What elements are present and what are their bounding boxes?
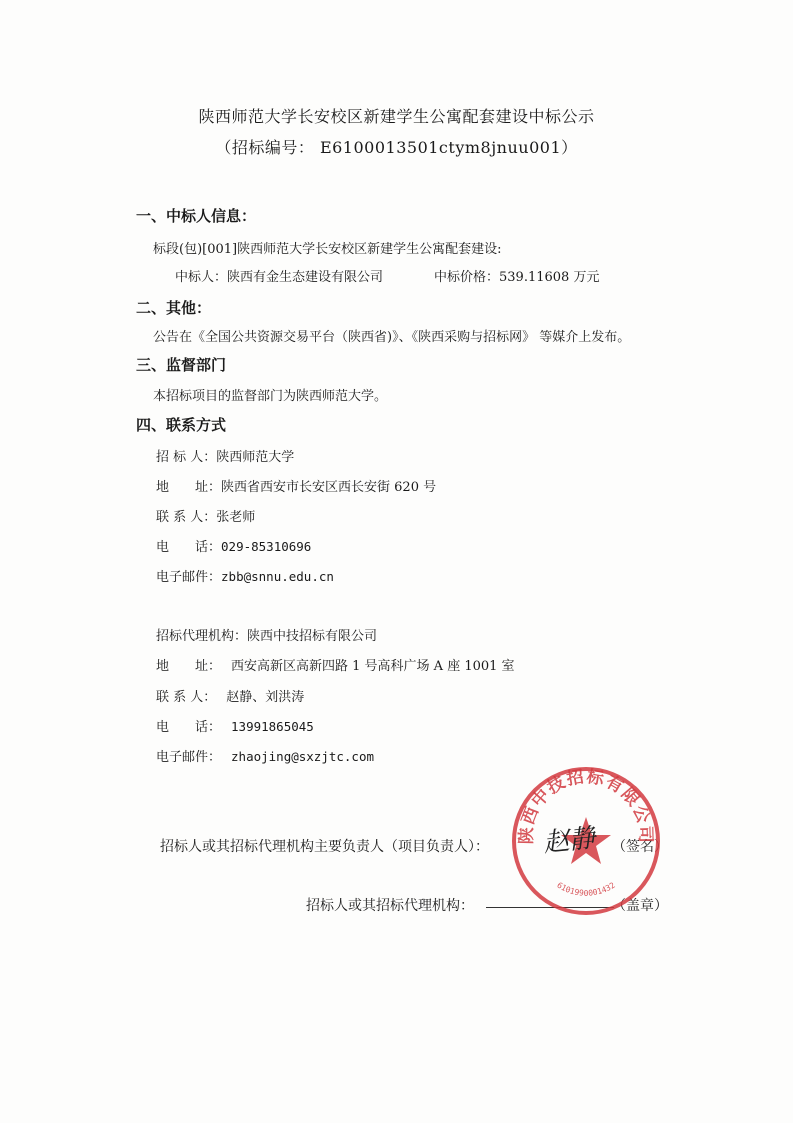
agency-email: zhaojing@sxzjtc.com bbox=[231, 749, 375, 764]
signature-suffix: （签名） bbox=[612, 839, 668, 855]
tenderer-phone-row bbox=[156, 536, 311, 555]
lot-description: 标段(包)[001]陕西师范大学长安校区新建学生公寓配套建设: bbox=[153, 242, 502, 257]
supervision-text: 本招标项目的监督部门为陕西师范大学。 bbox=[153, 389, 388, 404]
svg-text:6101990001432 bbox=[555, 881, 617, 898]
agency-contact-row bbox=[156, 686, 304, 705]
tenderer-name-row bbox=[156, 446, 294, 465]
document-title: 陕西师范大学长安校区新建学生公寓配套建设中标公示 bbox=[198, 107, 595, 126]
agency-phone: 13991865045 bbox=[231, 719, 314, 734]
publication-notice: 公告在《全国公共资源交易平台（陕西省)》、《陕西采购与招标网》 等媒介上发布。 bbox=[153, 330, 631, 345]
section-heading-other: 二、其他： bbox=[136, 299, 212, 317]
winner-row bbox=[175, 266, 383, 285]
price-row bbox=[434, 266, 599, 285]
agency-email-row bbox=[156, 746, 374, 765]
tenderer-contact-row bbox=[156, 506, 255, 525]
agency-address: 西安高新区高新四路 1 号高科广场 A 座 1001 室 bbox=[231, 659, 515, 674]
tenderer-contact: 张老师 bbox=[216, 510, 256, 525]
seal-text: 陕西中技招标有限公司 bbox=[516, 766, 656, 845]
tenderer-address-label: 地 址： bbox=[156, 480, 222, 495]
agency-name-row bbox=[156, 625, 377, 644]
section-heading-supervision: 三、监督部门 bbox=[136, 356, 227, 374]
tenderer-contact-label: 联 系 人： bbox=[156, 510, 217, 525]
tenderer-name: 陕西师范大学 bbox=[216, 450, 295, 465]
agency-phone-row bbox=[156, 716, 314, 735]
tenderer-phone: 029-85310696 bbox=[221, 539, 312, 554]
agency-name-label: 招标代理机构： bbox=[156, 629, 248, 644]
section-heading-winner: 一、中标人信息： bbox=[136, 207, 257, 225]
winner-label: 中标人： bbox=[175, 270, 228, 285]
tenderer-email: zbb@snnu.edu.cn bbox=[221, 569, 334, 584]
agency-contact: 赵静、刘洪涛 bbox=[226, 690, 305, 705]
tenderer-email-row bbox=[156, 566, 334, 585]
price-value: 539.11608 万元 bbox=[499, 270, 600, 285]
tender-number: （招标编号： E6100013501ctym8jnuu001） bbox=[215, 138, 578, 157]
agency-name: 陕西中技招标有限公司 bbox=[247, 629, 378, 644]
agency-phone-label: 电 话： bbox=[156, 720, 222, 735]
price-label: 中标价格： bbox=[434, 270, 500, 285]
handwritten-signature: 赵静 bbox=[541, 823, 597, 859]
tenderer-address-row bbox=[156, 476, 436, 495]
signature-line-label: 招标人或其招标代理机构主要负责人（项目负责人）： bbox=[160, 839, 489, 855]
seal-suffix: （盖章） bbox=[612, 898, 668, 914]
winner-name: 陕西有金生态建设有限公司 bbox=[227, 270, 384, 285]
tenderer-name-label: 招 标 人： bbox=[156, 450, 217, 465]
agency-address-label: 地 址： bbox=[156, 659, 222, 674]
seal-code: 6101990001432 bbox=[555, 880, 617, 898]
tenderer-address: 陕西省西安市长安区西长安街 620 号 bbox=[221, 480, 437, 495]
agency-contact-label: 联 系 人： bbox=[156, 690, 217, 705]
seal-line-label: 招标人或其招标代理机构： bbox=[306, 898, 474, 914]
agency-address-row bbox=[156, 655, 515, 674]
tenderer-phone-label: 电 话： bbox=[156, 540, 222, 555]
tenderer-email-label: 电子邮件： bbox=[156, 570, 222, 585]
section-heading-contact: 四、联系方式 bbox=[136, 416, 227, 434]
agency-email-label: 电子邮件： bbox=[156, 750, 222, 765]
